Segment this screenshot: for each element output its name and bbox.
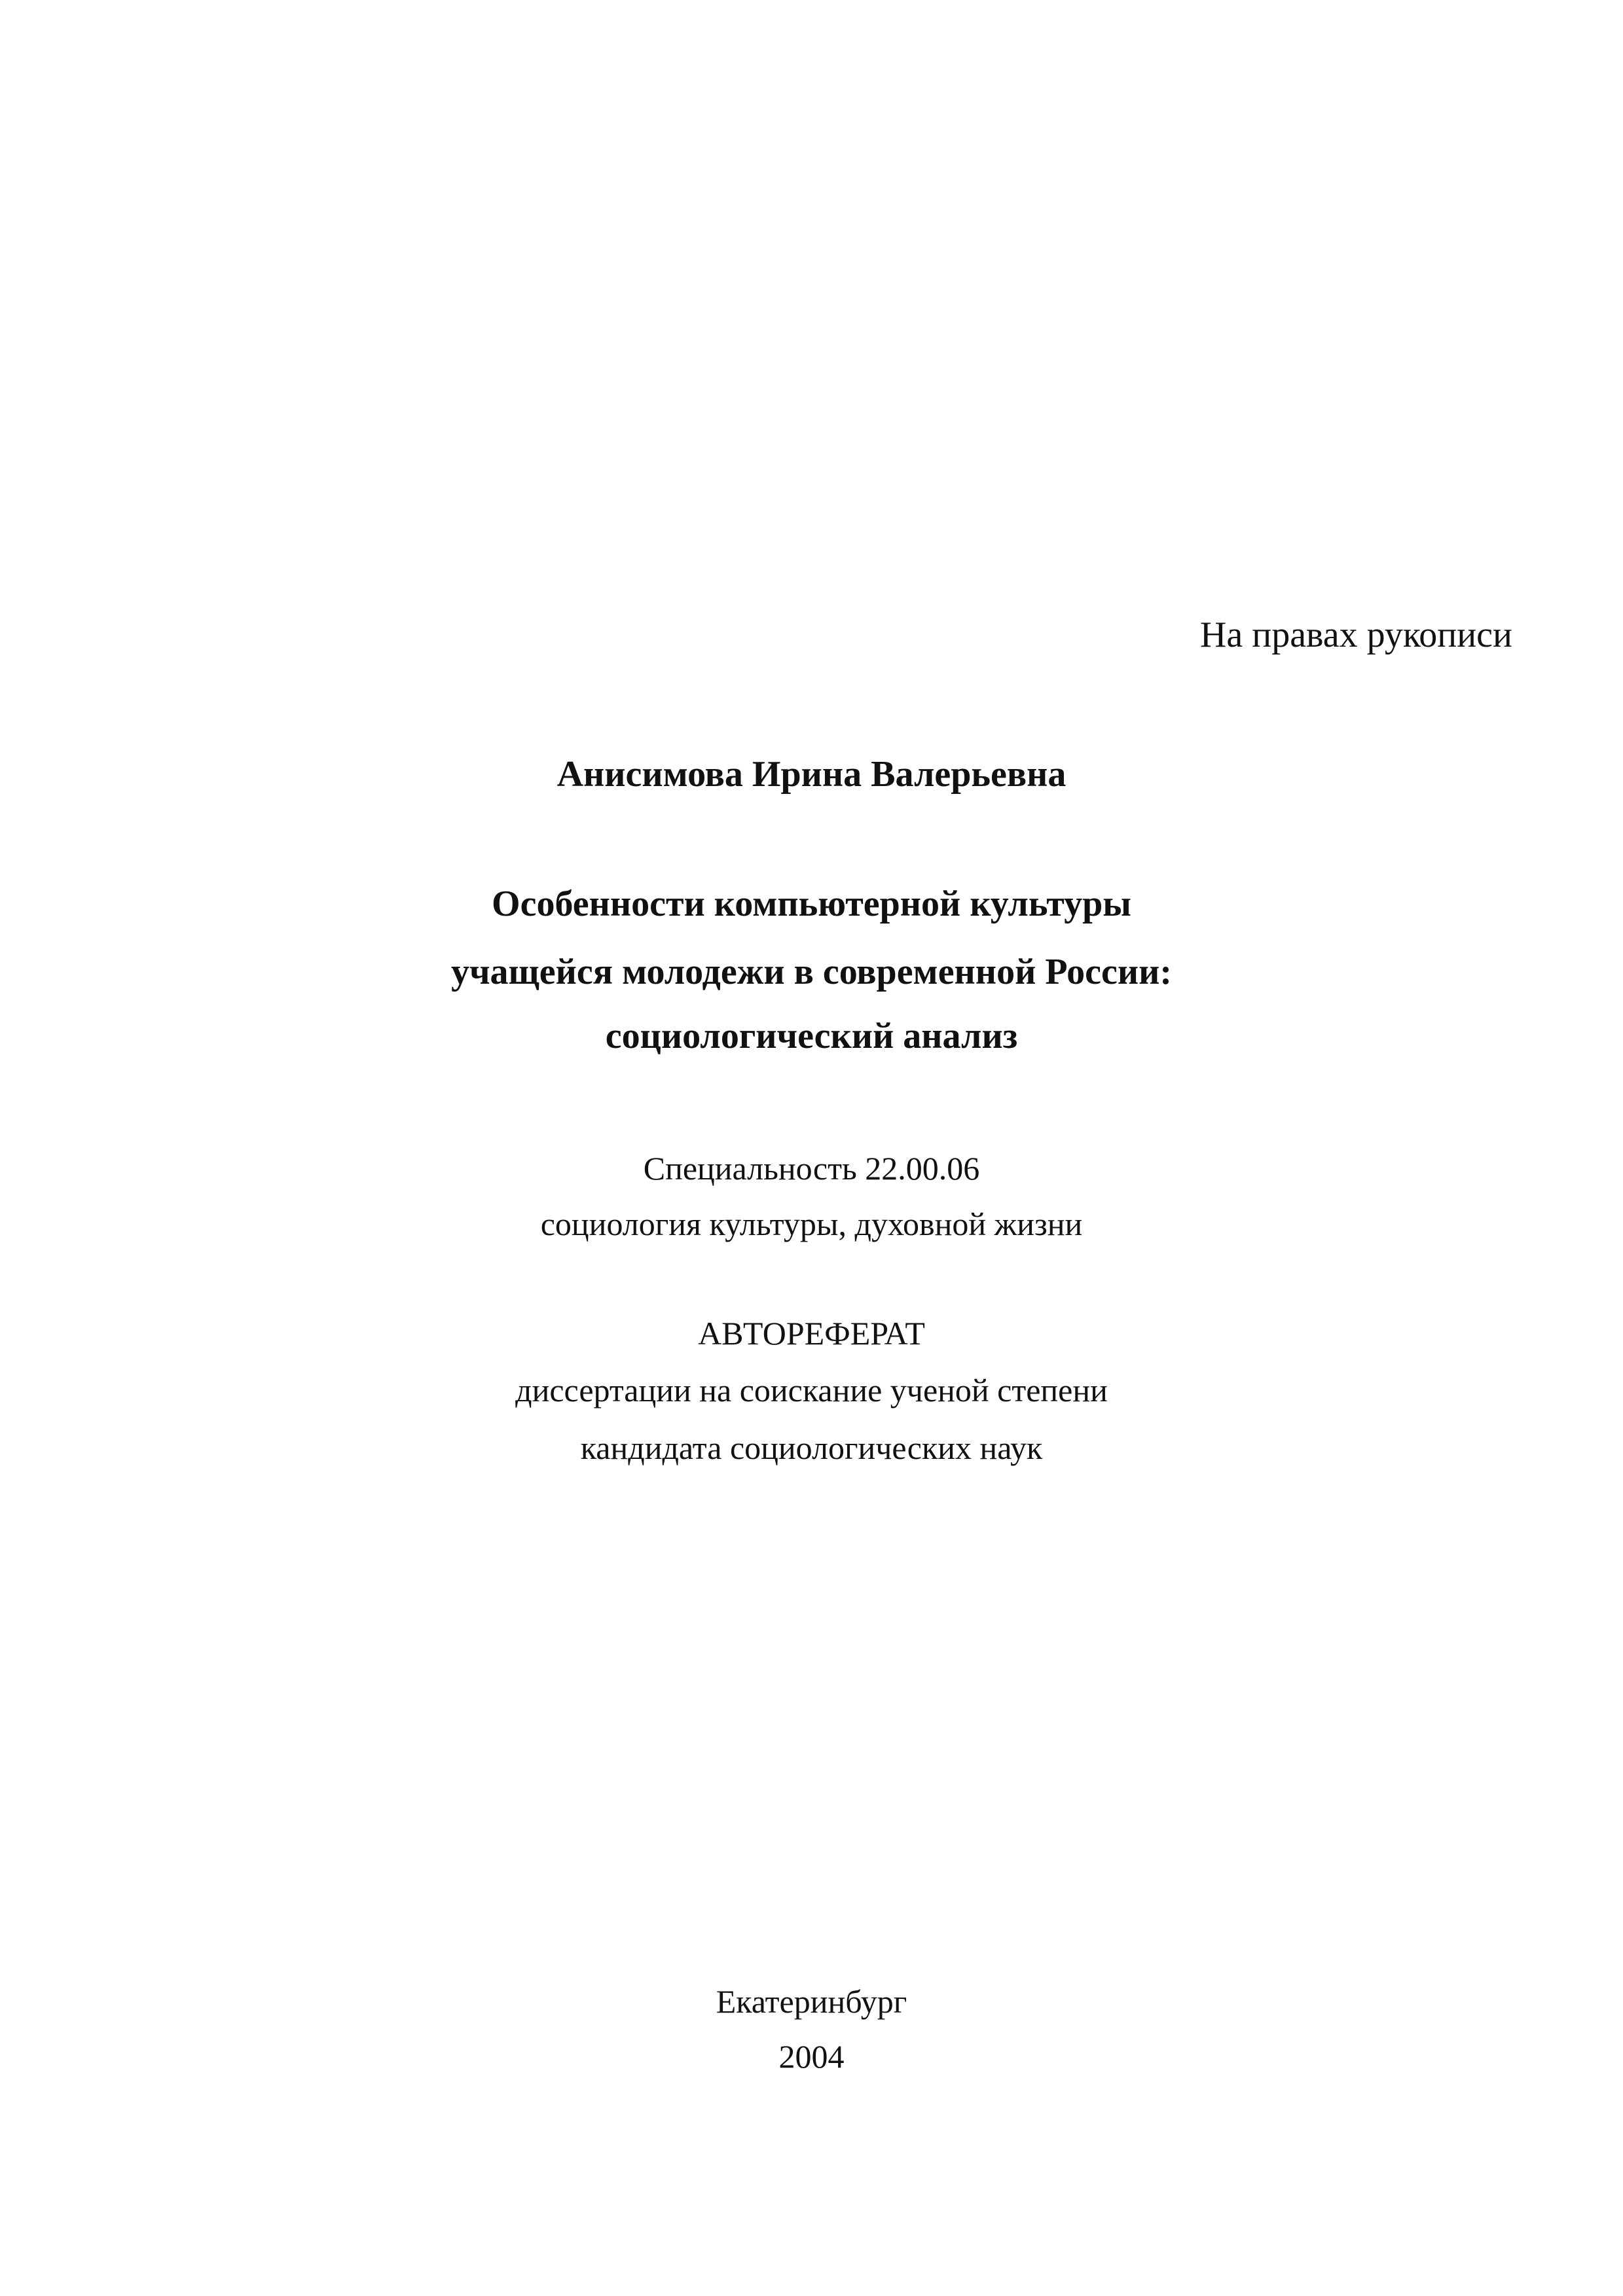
- dissertation-line-2: кандидата социологических наук: [580, 1429, 1043, 1466]
- title-line-3: социологический анализ: [605, 1016, 1018, 1056]
- manuscript-note: На правах рукописи: [1199, 615, 1512, 655]
- dissertation-line-1: диссертации на соискание ученой степени: [515, 1372, 1108, 1408]
- specialty-name: социология культуры, духовной жизни: [540, 1206, 1083, 1242]
- year: 2004: [778, 2038, 845, 2075]
- title-line-2: учащейся молодежи в современной России:: [450, 952, 1173, 992]
- author-name: Анисимова Ирина Валерьевна: [556, 754, 1067, 795]
- city: Екатеринбург: [716, 1983, 907, 2020]
- abstract-label: АВТОРЕФЕРАТ: [698, 1315, 925, 1352]
- title-line-1: Особенности компьютерной культуры: [492, 884, 1131, 924]
- specialty-code: Специальность 22.00.06: [643, 1150, 980, 1187]
